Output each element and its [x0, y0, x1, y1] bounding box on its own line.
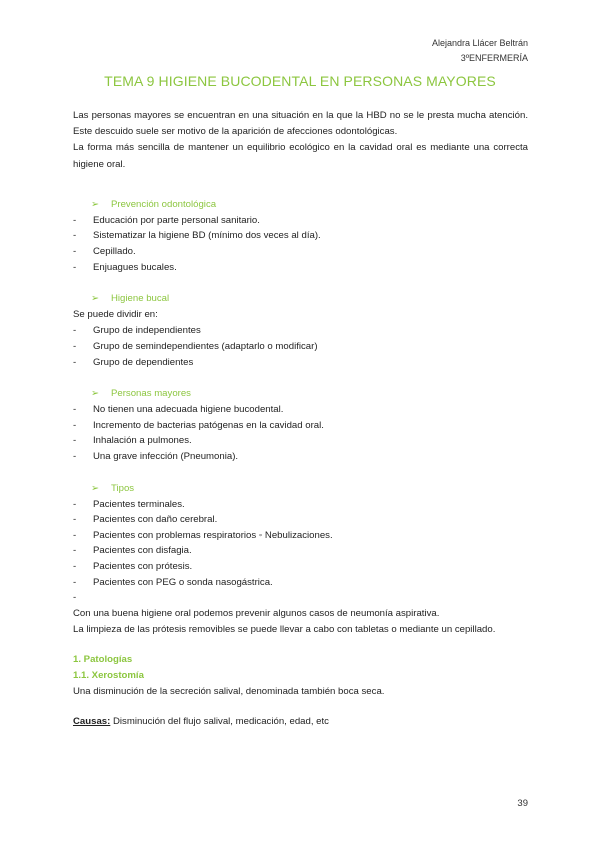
list-item: - Enjuagues bucales. — [73, 261, 177, 273]
closing-paragraph-1: Con una buena higiene oral podemos prevenir algunos casos de neumonía aspirativa. — [73, 607, 440, 619]
page-number: 39 — [517, 798, 528, 809]
mayores-list — [73, 402, 528, 464]
section-heading-tipos — [73, 481, 528, 497]
list-item: - Pacientes con PEG o sonda nasogástrica. — [73, 576, 273, 588]
list-item: - Pacientes con disfagia. — [73, 545, 192, 557]
causas-paragraph — [73, 714, 528, 730]
list-item: - Inhalación a pulmones. — [73, 435, 192, 447]
arrow-bullet-icon: ➢ — [91, 198, 100, 210]
list-item: - Pacientes con problemas respiratorios ◦ Nebulizaciones. — [73, 529, 333, 541]
document-title: TEMA 9 HIGIENE BUCODENTAL EN PERSONAS MAYORES — [104, 73, 496, 89]
causas-text: Disminución del flujo salival, medicación, edad, etc — [110, 716, 329, 728]
list-item: - Pacientes terminales. — [73, 498, 185, 510]
heading-text: Prevención odontológica — [111, 198, 217, 210]
list-item: - Grupo de semindependientes (adaptarlo o modificar) — [73, 340, 318, 352]
list-item: - No tienen una adecuada higiene bucodental. — [73, 404, 284, 416]
arrow-bullet-icon: ➢ — [91, 293, 100, 305]
list-item: - Una grave infección (Pneumonia). — [73, 450, 239, 462]
section-heading-mayores — [73, 386, 528, 402]
list-item: - Sistematizar la higiene BD (mínimo dos veces al día). — [73, 230, 321, 242]
xerostomia-heading: 1.1. Xerostomía — [73, 670, 144, 682]
heading-text: Personas mayores — [111, 388, 191, 400]
list-item: - Educación por parte personal sanitario. — [73, 214, 260, 226]
xerostomia-definition: Una disminución de la secreción salival, denominada también boca seca. — [73, 686, 385, 698]
list-item: - Grupo de dependientes — [73, 356, 194, 368]
list-item: - Cepillado. — [73, 246, 136, 257]
tipos-list — [73, 497, 528, 606]
document-body — [73, 108, 528, 731]
list-item: - Pacientes con prótesis. — [73, 560, 193, 572]
section-heading-higiene — [73, 291, 528, 307]
section-heading-prevencion — [73, 197, 528, 213]
patologias-heading: 1. Patologías — [73, 654, 133, 666]
heading-text: Tipos — [111, 482, 135, 494]
higiene-list — [73, 323, 528, 370]
arrow-bullet-icon: ➢ — [91, 388, 100, 400]
closing-paragraph-2: La limpieza de las prótesis removibles se puede llevar a cabo con tabletas o mediante un cepillado. — [73, 623, 496, 635]
heading-text: Higiene bucal — [111, 293, 170, 305]
course-label: 3ºENFERMERÍA — [460, 53, 528, 63]
list-item: - Grupo de independientes — [73, 325, 201, 337]
author-name: Alejandra Llácer Beltrán — [431, 38, 528, 48]
causas-label: Causas: — [73, 716, 111, 728]
page-header — [432, 36, 528, 66]
list-item: - — [73, 592, 77, 604]
higiene-lead: Se puede dividir en: — [73, 309, 158, 321]
arrow-bullet-icon: ➢ — [91, 482, 100, 494]
list-item: - Incremento de bacterias patógenas en la cavidad oral. — [73, 419, 324, 431]
list-item: - Pacientes con daño cerebral. — [73, 514, 218, 526]
intro-paragraph-1: Las personas mayores se encuentran en una situación en la que la HBD no se le presta mucha atención. Este descuido suele ser motivo de la aparición de afecciones odontológicas. — [73, 110, 528, 138]
prevencion-list — [73, 213, 528, 275]
intro-paragraph-2: La forma más sencilla de mantener un equilibrio ecológico en la cavidad oral es mediante una correcta higiene oral. — [73, 142, 528, 170]
